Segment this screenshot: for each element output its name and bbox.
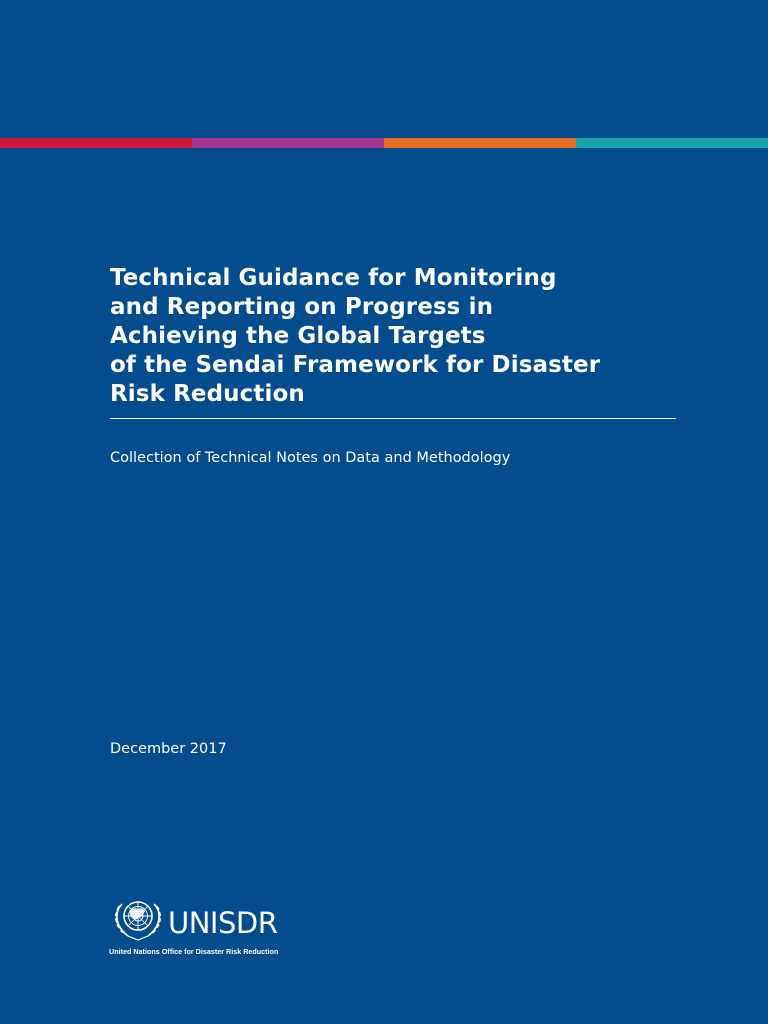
un-emblem-icon: [108, 894, 168, 946]
document-title: Technical Guidance for Monitoring and Reporting on Progress in Achieving the Global Targets of the Sendai Framework for Disaster Risk Reduction: [110, 265, 601, 407]
stripe-segment-teal: [576, 138, 768, 148]
document-subtitle: Collection of Technical Notes on Data and Methodology: [110, 450, 511, 466]
stripe-segment-orange: [384, 138, 576, 148]
logo-tagline: United Nations Office for Disaster Risk Reduction: [109, 947, 279, 956]
color-stripe: [0, 138, 768, 148]
publication-date: December 2017: [110, 741, 227, 757]
logo-wordmark: UNISDR: [168, 906, 278, 940]
title-divider: [110, 418, 676, 419]
stripe-segment-red: [0, 138, 192, 148]
stripe-segment-purple: [192, 138, 384, 148]
unisdr-logo: [108, 894, 308, 958]
